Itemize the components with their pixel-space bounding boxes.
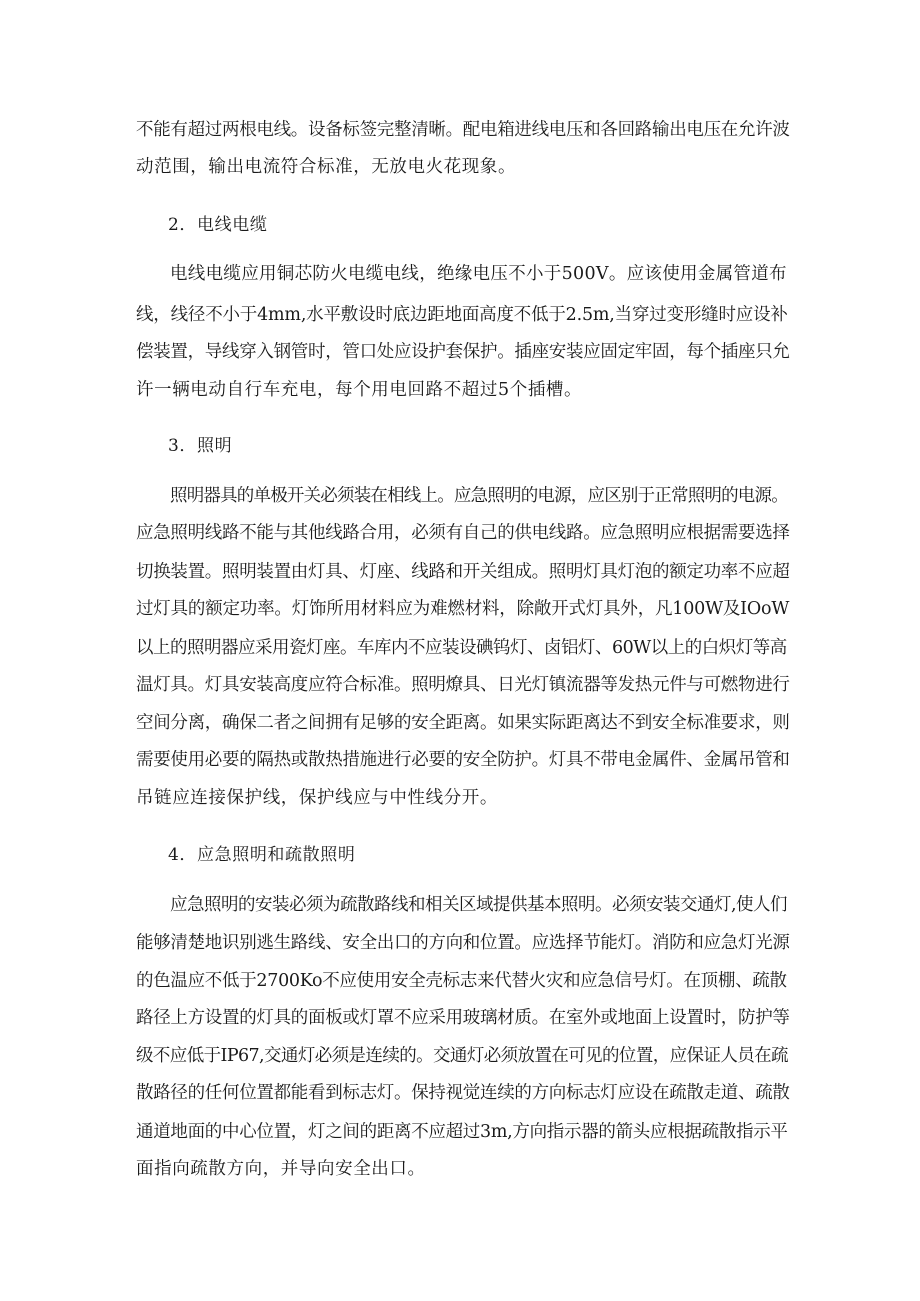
paragraph-line: 面指向疏散方向，并导向安全出口。 bbox=[136, 1159, 426, 1179]
section-heading-2: 2．电线电缆 bbox=[168, 215, 268, 235]
paragraph-line: 应急照明线路不能与其他线路合用，必须有自己的供电线路。应急照明应根据需要选择 bbox=[136, 523, 790, 543]
paragraph-line: 以上的照明器应采用瓷灯座。车库内不应装设碘钨灯、卤铝灯、60W以上的白炽灯等高 bbox=[136, 638, 787, 658]
paragraph-line: 应急照明的安装必须为疏散路线和相关区域提供基本照明。必须安装交通灯,使人们 bbox=[170, 895, 788, 915]
paragraph-line: 通道地面的中心位置，灯之间的距离不应超过3m,方向指示器的箭头应根据疏散指示平 bbox=[136, 1122, 788, 1142]
paragraph-line: 许一辆电动自行车充电，每个用电回路不超过5个插槽。 bbox=[136, 380, 583, 400]
paragraph-line: 的色温应不低于2700Ko不应使用安全壳标志来代替火灾和应急信号灯。在顶棚、疏散 bbox=[136, 971, 787, 991]
paragraph-line: 切换装置。照明装置由灯具、灯座、线路和开关组成。照明灯具灯泡的额定功率不应超 bbox=[136, 562, 790, 582]
paragraph-line: 能够清楚地识别逃生路线、安全出口的方向和位置。应选择节能灯。消防和应急灯光源 bbox=[136, 933, 790, 953]
paragraph-line: 级不应低于IP67,交通灯必须是连续的。交通灯必须放置在可见的位置，应保证人员在疏 bbox=[136, 1046, 788, 1066]
paragraph-line: 电线电缆应用铜芯防火电缆电线，绝缘电压不小于500V。应该使用金属管道布 bbox=[170, 264, 787, 284]
paragraph-line: 线，线径不小于4mm,水平敷设时底边距地面高度不低于2.5m,当穿过变形缝时应设补 bbox=[136, 305, 788, 325]
paragraph-line: 温灯具。灯具安装高度应符合标准。照明燎具、日光灯镇流器等发热元件与可燃物进行 bbox=[136, 675, 790, 695]
paragraph-line: 空间分离，确保二者之间拥有足够的安全距离。如果实际距离达不到安全标准要求，则 bbox=[136, 713, 790, 733]
paragraph-line: 不能有超过两根电线。设备标签完整清晰。配电箱进线电压和各回路输出电压在允许波 bbox=[136, 120, 790, 140]
paragraph-line: 照明器具的单极开关必须装在相线上。应急照明的电源，应区别于正常照明的电源。 bbox=[170, 486, 788, 506]
paragraph-line: 动范围，输出电流符合标准，无放电火花现象。 bbox=[136, 157, 517, 177]
paragraph-line: 需要使用必要的隔热或散热措施进行必要的安全防护。灯具不带电金属件、金属吊管和 bbox=[136, 750, 790, 770]
paragraph-line: 散路径的任何位置都能看到标志灯。保持视觉连续的方向标志灯应设在疏散走道、疏散 bbox=[136, 1083, 790, 1103]
section-heading-4: 4．应急照明和疏散照明 bbox=[168, 845, 356, 865]
section-heading-3: 3．照明 bbox=[168, 436, 233, 456]
paragraph-line: 过灯具的额定功率。灯饰所用材料应为难燃材料，除敞开式灯具外，凡100W及IOoW bbox=[136, 599, 790, 619]
paragraph-line: 偿装置，导线穿入钢管时，管口处应设护套保护。插座安装应固定牢固，每个插座只允 bbox=[136, 342, 790, 362]
paragraph-line: 路径上方设置的灯具的面板或灯罩不应采用玻璃材质。在室外或地面上设置时，防护等 bbox=[136, 1008, 790, 1028]
paragraph-line: 吊链应连接保护线，保护线应与中性线分开。 bbox=[136, 788, 498, 808]
